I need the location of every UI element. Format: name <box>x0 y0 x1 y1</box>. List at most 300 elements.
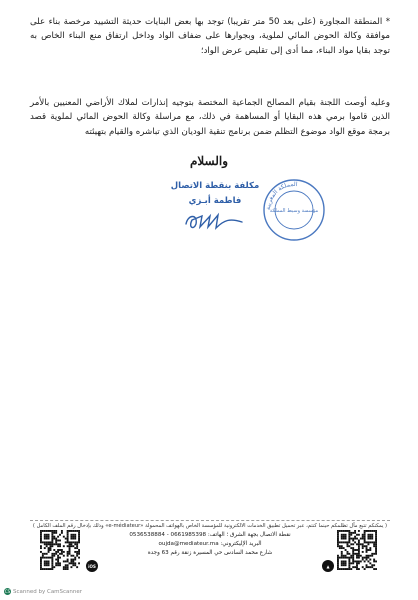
qr-module <box>46 530 48 532</box>
qr-module <box>339 545 341 547</box>
qr-module <box>366 551 368 553</box>
qr-module <box>44 530 46 532</box>
qr-module <box>356 564 358 566</box>
qr-module <box>352 551 354 553</box>
qr-module <box>70 560 72 562</box>
qr-module <box>371 564 373 566</box>
qr-module <box>366 547 368 549</box>
qr-module <box>69 562 71 564</box>
qr-module <box>51 562 53 564</box>
qr-module <box>367 541 369 543</box>
qr-module <box>72 536 74 538</box>
qr-module <box>350 547 352 549</box>
qr-module <box>69 553 71 555</box>
qr-module <box>345 538 347 540</box>
qr-module <box>362 538 364 540</box>
qr-module <box>364 560 366 562</box>
qr-module <box>350 557 352 559</box>
qr-module <box>44 534 46 536</box>
qr-module <box>348 534 350 536</box>
qr-module <box>352 560 354 562</box>
qr-module <box>72 534 74 536</box>
qr-module <box>59 534 61 536</box>
qr-module <box>367 536 369 538</box>
qr-module <box>69 545 71 547</box>
qr-module <box>51 538 53 540</box>
qr-module <box>70 534 72 536</box>
qr-module <box>371 566 373 568</box>
qr-module <box>369 538 371 540</box>
qr-module <box>42 557 44 559</box>
qr-module <box>358 568 360 570</box>
qr-module <box>57 551 59 553</box>
qr-module <box>65 560 67 562</box>
qr-module <box>70 559 72 561</box>
qr-module <box>362 557 364 559</box>
qr-module <box>356 566 358 568</box>
qr-module <box>48 547 50 549</box>
qr-module <box>72 541 74 543</box>
qr-module <box>42 568 44 570</box>
qr-module <box>364 538 366 540</box>
qr-module <box>74 530 76 532</box>
qr-module <box>343 541 345 543</box>
qr-module <box>366 541 368 543</box>
qr-module <box>373 553 375 555</box>
qr-module <box>345 560 347 562</box>
qr-module <box>59 557 61 559</box>
qr-module <box>59 545 61 547</box>
qr-module <box>366 549 368 551</box>
qr-module <box>57 540 59 542</box>
qr-module <box>369 534 371 536</box>
qr-module <box>69 530 71 532</box>
qr-module <box>375 538 377 540</box>
qr-module <box>356 562 358 564</box>
qr-module <box>337 530 339 532</box>
qr-module <box>51 545 53 547</box>
qr-module <box>348 536 350 538</box>
qr-module <box>59 549 61 551</box>
qr-module <box>364 534 366 536</box>
qr-module <box>48 564 50 566</box>
contact-line-email: البريد الإليكتروني: oujda@mediateur.ma <box>158 540 262 547</box>
qr-module <box>356 568 358 570</box>
qr-module <box>78 557 80 559</box>
qr-module <box>373 541 375 543</box>
qr-module <box>337 568 339 570</box>
ios-badge-icon[interactable]: iOS <box>86 560 98 572</box>
stamp-center-text: مؤسسة وسيط المملكة <box>269 208 319 214</box>
qr-module <box>67 555 69 557</box>
qr-module <box>341 551 343 553</box>
qr-module <box>40 536 42 538</box>
qr-module <box>46 553 48 555</box>
qr-module <box>362 545 364 547</box>
qr-module <box>339 547 341 549</box>
qr-module <box>67 551 69 553</box>
qr-module <box>67 564 69 566</box>
qr-module <box>348 530 350 532</box>
paragraph-1: * المنطقة المجاورة (على بعد 50 متر تقريبا) توجد بها بعض البنايات حديثة التشييد مرخصة بناء على موافقة وكالة الحوض المائي لملوية، وبجوارها على ضفاف الواد وداخل ارتفاق منع البناء الخاص به توجد بقايا مواد البناء، مما أدى إلى تقليص عرض الواد؛ <box>30 16 390 56</box>
qr-module <box>76 530 78 532</box>
qr-module <box>44 543 46 545</box>
qr-module <box>343 568 345 570</box>
qr-module <box>48 536 50 538</box>
qr-module <box>369 530 371 532</box>
qr-module <box>367 549 369 551</box>
qr-module <box>51 534 53 536</box>
qr-module <box>44 553 46 555</box>
qr-module <box>343 562 345 564</box>
qr-module <box>67 541 69 543</box>
qr-module <box>373 560 375 562</box>
qr-module <box>341 530 343 532</box>
qr-module <box>74 559 76 561</box>
qr-module <box>339 530 341 532</box>
qr-module <box>350 538 352 540</box>
qr-module <box>40 538 42 540</box>
qr-module <box>40 540 42 542</box>
qr-module <box>375 530 377 532</box>
qr-module <box>51 540 53 542</box>
qr-module <box>352 543 354 545</box>
qr-module <box>74 547 76 549</box>
qr-module <box>40 557 42 559</box>
qr-module <box>343 530 345 532</box>
qr-module <box>53 538 55 540</box>
qr-module <box>44 536 46 538</box>
qr-module <box>42 553 44 555</box>
qr-module <box>364 540 366 542</box>
qr-module <box>53 566 55 568</box>
qr-module <box>55 551 57 553</box>
qr-module <box>50 545 52 547</box>
qr-module <box>347 543 349 545</box>
qr-module <box>40 532 42 534</box>
qr-module <box>70 545 72 547</box>
qr-module <box>44 564 46 566</box>
qr-module <box>348 559 350 561</box>
qr-module <box>350 568 352 570</box>
qr-module <box>46 564 48 566</box>
qr-module <box>78 534 80 536</box>
qr-module <box>67 559 69 561</box>
qr-module <box>51 536 53 538</box>
qr-module <box>373 559 375 561</box>
qr-module <box>72 559 74 561</box>
qr-module <box>345 534 347 536</box>
qr-module <box>337 543 339 545</box>
paragraph-2: وعليه أوصت اللجنة بقيام المصالح الجماعية المختصة بتوجيه إنذارات لملاك الأراضي المعنيين بالأمر الذين قاموا برمي هذه البقايا أو المساهمة في ذلك، مع مراسلة وكالة الحوض المائي لملوية قصد برمجة موقع الواد موضوع التظلم ضمن برنامج تنقية الوديان الذي تباشره والقيام بتهيئته <box>30 97 390 137</box>
qr-module <box>63 536 65 538</box>
qr-module <box>341 557 343 559</box>
qr-module <box>356 543 358 545</box>
qr-module <box>51 543 53 545</box>
qr-module <box>48 538 50 540</box>
qr-module <box>46 534 48 536</box>
qr-module <box>44 557 46 559</box>
qr-module <box>57 536 59 538</box>
qr-module <box>40 562 42 564</box>
qr-module <box>369 566 371 568</box>
qr-module <box>350 543 352 545</box>
qr-module <box>343 560 345 562</box>
qr-module <box>358 560 360 562</box>
qr-module <box>364 557 366 559</box>
qr-module <box>44 541 46 543</box>
qr-module <box>78 549 80 551</box>
qr-module <box>366 530 368 532</box>
qr-module <box>354 536 356 538</box>
qr-module <box>358 551 360 553</box>
qr-module <box>57 557 59 559</box>
qr-module <box>375 543 377 545</box>
qr-module <box>367 543 369 545</box>
qr-module <box>343 564 345 566</box>
qr-module <box>367 534 369 536</box>
qr-module <box>341 534 343 536</box>
qr-module <box>337 562 339 564</box>
qr-module <box>348 564 350 566</box>
qr-module <box>72 564 74 566</box>
qr-module <box>337 538 339 540</box>
qr-module <box>345 536 347 538</box>
qr-module <box>48 562 50 564</box>
qr-module <box>345 555 347 557</box>
signature-block <box>160 180 270 232</box>
qr-module <box>69 549 71 551</box>
qr-module <box>67 553 69 555</box>
qr-module <box>362 547 364 549</box>
qr-module <box>347 551 349 553</box>
qr-module <box>51 553 53 555</box>
qr-module <box>345 541 347 543</box>
qr-module <box>366 559 368 561</box>
qr-module <box>358 549 360 551</box>
qr-module <box>343 547 345 549</box>
qr-module <box>40 530 42 532</box>
qr-module <box>362 536 364 538</box>
qr-module <box>40 560 42 562</box>
qr-module <box>375 547 377 549</box>
qr-module <box>337 545 339 547</box>
qr-module <box>348 545 350 547</box>
qr-module <box>375 532 377 534</box>
qr-module <box>341 568 343 570</box>
qr-module <box>352 549 354 551</box>
qr-module <box>59 543 61 545</box>
qr-module <box>70 538 72 540</box>
qr-module <box>40 568 42 570</box>
qr-module <box>352 553 354 555</box>
qr-module <box>369 549 371 551</box>
qr-module <box>356 560 358 562</box>
qr-module <box>352 562 354 564</box>
qr-module <box>341 555 343 557</box>
qr-module <box>339 541 341 543</box>
qr-module <box>371 530 373 532</box>
qr-module <box>373 545 375 547</box>
qr-module <box>373 543 375 545</box>
qr-module <box>352 559 354 561</box>
qr-module <box>367 560 369 562</box>
stamp-ring-text: المملكة المغربية <box>264 180 298 211</box>
qr-module <box>348 541 350 543</box>
qr-module <box>57 555 59 557</box>
qr-module <box>69 541 71 543</box>
qr-module <box>347 530 349 532</box>
qr-module <box>343 555 345 557</box>
handwritten-signature <box>180 210 250 232</box>
qr-module <box>373 564 375 566</box>
qr-module <box>78 551 80 553</box>
qr-module <box>57 559 59 561</box>
qr-module <box>51 555 53 557</box>
contact-line-address: شارع محمد السادس حي المسيرة زنقة رقم 63 وجدة <box>147 549 273 556</box>
qr-module <box>53 549 55 551</box>
qr-module <box>46 545 48 547</box>
qr-module <box>57 545 59 547</box>
qr-module <box>48 568 50 570</box>
qr-module <box>354 566 356 568</box>
qr-module <box>59 564 61 566</box>
qr-module <box>364 536 366 538</box>
qr-module <box>57 564 59 566</box>
qr-module <box>354 549 356 551</box>
qr-module <box>46 560 48 562</box>
qr-module <box>50 547 52 549</box>
qr-module <box>341 560 343 562</box>
qr-module <box>65 564 67 566</box>
official-stamp <box>262 178 326 242</box>
qr-module <box>55 538 57 540</box>
qr-module <box>59 553 61 555</box>
qr-module <box>369 555 371 557</box>
qr-module <box>50 549 52 551</box>
qr-module <box>72 545 74 547</box>
qr-module <box>72 538 74 540</box>
qr-module <box>358 534 360 536</box>
qr-module <box>67 536 69 538</box>
qr-module <box>354 530 356 532</box>
qr-module <box>350 562 352 564</box>
footer-divider <box>30 520 390 521</box>
qr-module <box>352 557 354 559</box>
qr-module <box>55 553 57 555</box>
qr-module <box>358 540 360 542</box>
qr-module <box>354 541 356 543</box>
qr-module <box>48 530 50 532</box>
scanner-watermark <box>4 588 82 595</box>
qr-module <box>362 543 364 545</box>
qr-module <box>40 566 42 568</box>
qr-module <box>364 532 366 534</box>
qr-module <box>76 545 78 547</box>
qr-module <box>362 534 364 536</box>
qr-module <box>375 541 377 543</box>
qr-module <box>74 538 76 540</box>
qr-module <box>76 543 78 545</box>
qr-module <box>341 564 343 566</box>
qr-module <box>345 549 347 551</box>
qr-code-ios[interactable] <box>40 530 80 570</box>
footer-note: ( يمكنكم تتبع مآل تظلمكم حينما كنتم، عبر تحميل تطبيق الخدمات الالكترونية للمؤسسة الخاص بالهواتف المحمولة «e-médiateur» وذلك بإدخال رقم الملف الكامل ) <box>32 523 388 529</box>
camscanner-logo-icon: CS <box>4 589 11 594</box>
qr-module <box>358 562 360 564</box>
qr-module <box>371 538 373 540</box>
qr-module <box>347 541 349 543</box>
qr-module <box>375 534 377 536</box>
qr-module <box>61 549 63 551</box>
qr-module <box>341 541 343 543</box>
qr-module <box>40 547 42 549</box>
qr-module <box>53 555 55 557</box>
qr-module <box>55 532 57 534</box>
qr-module <box>65 566 67 568</box>
qr-module <box>341 553 343 555</box>
qr-module <box>40 545 42 547</box>
qr-module <box>375 536 377 538</box>
qr-module <box>352 538 354 540</box>
qr-module <box>65 538 67 540</box>
qr-module <box>350 532 352 534</box>
qr-module <box>65 568 67 570</box>
qr-module <box>367 538 369 540</box>
qr-module <box>63 566 65 568</box>
qr-module <box>42 530 44 532</box>
qr-module <box>63 555 65 557</box>
qr-module <box>42 541 44 543</box>
android-badge-icon[interactable]: ▲ <box>322 560 334 572</box>
qr-module <box>55 541 57 543</box>
qr-module <box>337 566 339 568</box>
qr-module <box>367 566 369 568</box>
qr-module <box>67 560 69 562</box>
qr-module <box>360 560 362 562</box>
qr-module <box>343 557 345 559</box>
qr-module <box>343 536 345 538</box>
qr-module <box>362 551 364 553</box>
qr-module <box>348 566 350 568</box>
qr-module <box>42 555 44 557</box>
qr-module <box>345 530 347 532</box>
qr-module <box>337 534 339 536</box>
qr-module <box>76 541 78 543</box>
qr-module <box>358 545 360 547</box>
qr-module <box>356 534 358 536</box>
qr-module <box>375 560 377 562</box>
qr-module <box>67 540 69 542</box>
qr-module <box>373 568 375 570</box>
qr-module <box>369 562 371 564</box>
qr-module <box>51 566 53 568</box>
qr-module <box>337 559 339 561</box>
qr-code-android[interactable] <box>337 530 377 570</box>
qr-module <box>339 568 341 570</box>
qr-module <box>356 553 358 555</box>
qr-module <box>50 543 52 545</box>
qr-module <box>360 543 362 545</box>
qr-module <box>55 530 57 532</box>
qr-module <box>358 555 360 557</box>
qr-module <box>348 557 350 559</box>
qr-module <box>50 568 52 570</box>
qr-module <box>78 538 80 540</box>
qr-module <box>360 538 362 540</box>
qr-module <box>358 543 360 545</box>
qr-module <box>364 545 366 547</box>
